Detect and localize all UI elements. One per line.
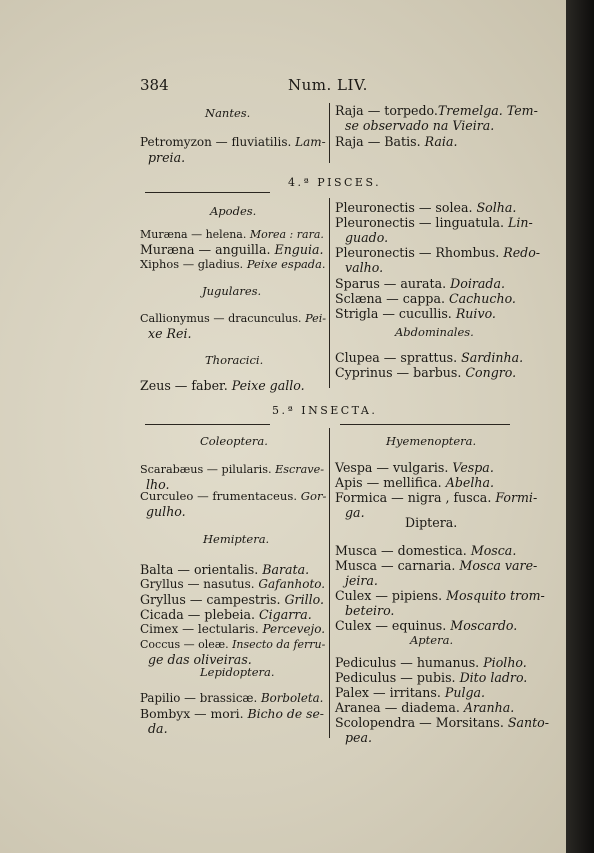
list-item: Culex — equinus. Moscardo.	[335, 618, 518, 633]
list-item: Bombyx — mori. Bicho de se-	[140, 706, 324, 721]
list-item: Pleuronectis — solea. Solha.	[335, 200, 517, 215]
list-item: Vespa — vulgaris. Vespa.	[335, 460, 494, 475]
list-item: xe Rei.	[148, 326, 192, 341]
list-item: Curculeo — frumentaceus. Gor-	[140, 489, 327, 503]
column-divider	[329, 103, 330, 163]
list-item: Pediculus — humanus. Piolho.	[335, 655, 527, 670]
list-item: beteiro.	[345, 603, 395, 618]
list-item: Cyprinus — barbus. Congro.	[335, 365, 517, 380]
section-title-insecta: 5.ª INSECTA.	[272, 404, 378, 417]
column-divider	[329, 198, 330, 388]
list-item: Palex — irritans. Pulga.	[335, 685, 486, 700]
list-item: Callionymus — dracunculus. Pei-	[140, 312, 327, 325]
list-item: Papilio — brassicæ. Borboleta.	[140, 691, 324, 705]
list-item: pea.	[345, 730, 373, 745]
section-heading-coleoptera: Coleoptera.	[200, 434, 268, 448]
section-heading-aptera: Aptera.	[410, 633, 454, 647]
list-item: gulho.	[146, 504, 186, 519]
list-item: Sclæna — cappa. Cachucho.	[335, 291, 516, 306]
list-item: Strigla — cucullis. Ruivo.	[335, 306, 496, 321]
list-item: Pleuronectis — Rhombus. Redo-	[335, 245, 541, 260]
list-item: Petromyzon — fluviatilis. Lam-	[140, 135, 326, 149]
section-heading-apodes: Apodes.	[210, 204, 257, 218]
list-item: Raja — Batis. Raia.	[335, 134, 458, 149]
list-item: Scolopendra — Morsitans. Santo-	[335, 715, 549, 730]
list-item: Xiphos — gladius. Peixe espada.	[140, 257, 326, 271]
list-item: Sparus — aurata. Doirada.	[335, 276, 505, 291]
section-heading-abdominales: Abdominales.	[395, 325, 474, 339]
list-item: se observado na Vieira.	[345, 118, 495, 133]
rule	[145, 192, 270, 193]
column-divider	[329, 428, 330, 738]
list-item: lho.	[146, 477, 170, 492]
book-edge	[566, 0, 594, 853]
list-item: Formica — nigra , fusca. Formi-	[335, 490, 538, 505]
list-item: Muræna — helena. Morea : rara.	[140, 228, 324, 241]
list-item: guado.	[345, 230, 389, 245]
list-item: Gryllus — nasutus. Gafanhoto.	[140, 577, 326, 591]
list-item: Musca — carnaria. Mosca vare-	[335, 558, 538, 573]
list-item: Raja — torpedo.Tremelga. Tem-	[335, 103, 538, 118]
list-item: Aranea — diadema. Aranha.	[335, 700, 515, 715]
list-item: Pediculus — pubis. Dito ladro.	[335, 670, 528, 685]
list-item: Musca — domestica. Mosca.	[335, 543, 517, 558]
list-item: Clupea — sprattus. Sardinha.	[335, 350, 524, 365]
list-item: ge das oliveiras.	[148, 652, 252, 667]
section-heading-hymenoptera: Hyemenoptera.	[386, 434, 477, 448]
list-item: Cimex — lectularis. Percevejo.	[140, 622, 326, 636]
list-item: valho.	[345, 260, 384, 275]
list-item: preia.	[148, 150, 186, 165]
section-heading-hemiptera: Hemiptera.	[203, 532, 270, 546]
rule	[340, 424, 510, 425]
list-item: Pleuronectis — linguatula. Lin-	[335, 215, 533, 230]
list-item: ga.	[345, 505, 365, 520]
page-number: 384	[140, 76, 169, 94]
list-item: Apis — mellifica. Abelha.	[335, 475, 494, 490]
section-heading-diptera: Diptera.	[405, 515, 458, 530]
list-item: Gryllus — campestris. Grillo.	[140, 592, 325, 607]
list-item: da.	[148, 721, 168, 736]
rule	[145, 424, 270, 425]
list-item: jeira.	[345, 573, 378, 588]
section-title-pisces: 4.ª PISCES.	[288, 176, 382, 189]
page-title: Num. LIV.	[288, 76, 368, 94]
list-item: Balta — orientalis. Barata.	[140, 562, 310, 577]
list-item: Coccus — oleæ. Insecto da ferru-	[140, 638, 326, 651]
list-item: Cicada — plebeia. Cigarra.	[140, 607, 312, 622]
section-heading-thoracici: Thoracici.	[205, 353, 264, 367]
section-heading-lepidoptera: Lepidoptera.	[200, 665, 275, 679]
list-item: Zeus — faber. Peixe gallo.	[140, 378, 305, 393]
section-heading-nantes: Nantes.	[205, 106, 251, 120]
list-item: Culex — pipiens. Mosquito trom-	[335, 588, 545, 603]
list-item: Scarabæus — pilularis. Escrave-	[140, 463, 325, 476]
list-item: Muræna — anguilla. Enguia.	[140, 242, 324, 257]
section-heading-jugulares: Jugulares.	[202, 284, 262, 298]
